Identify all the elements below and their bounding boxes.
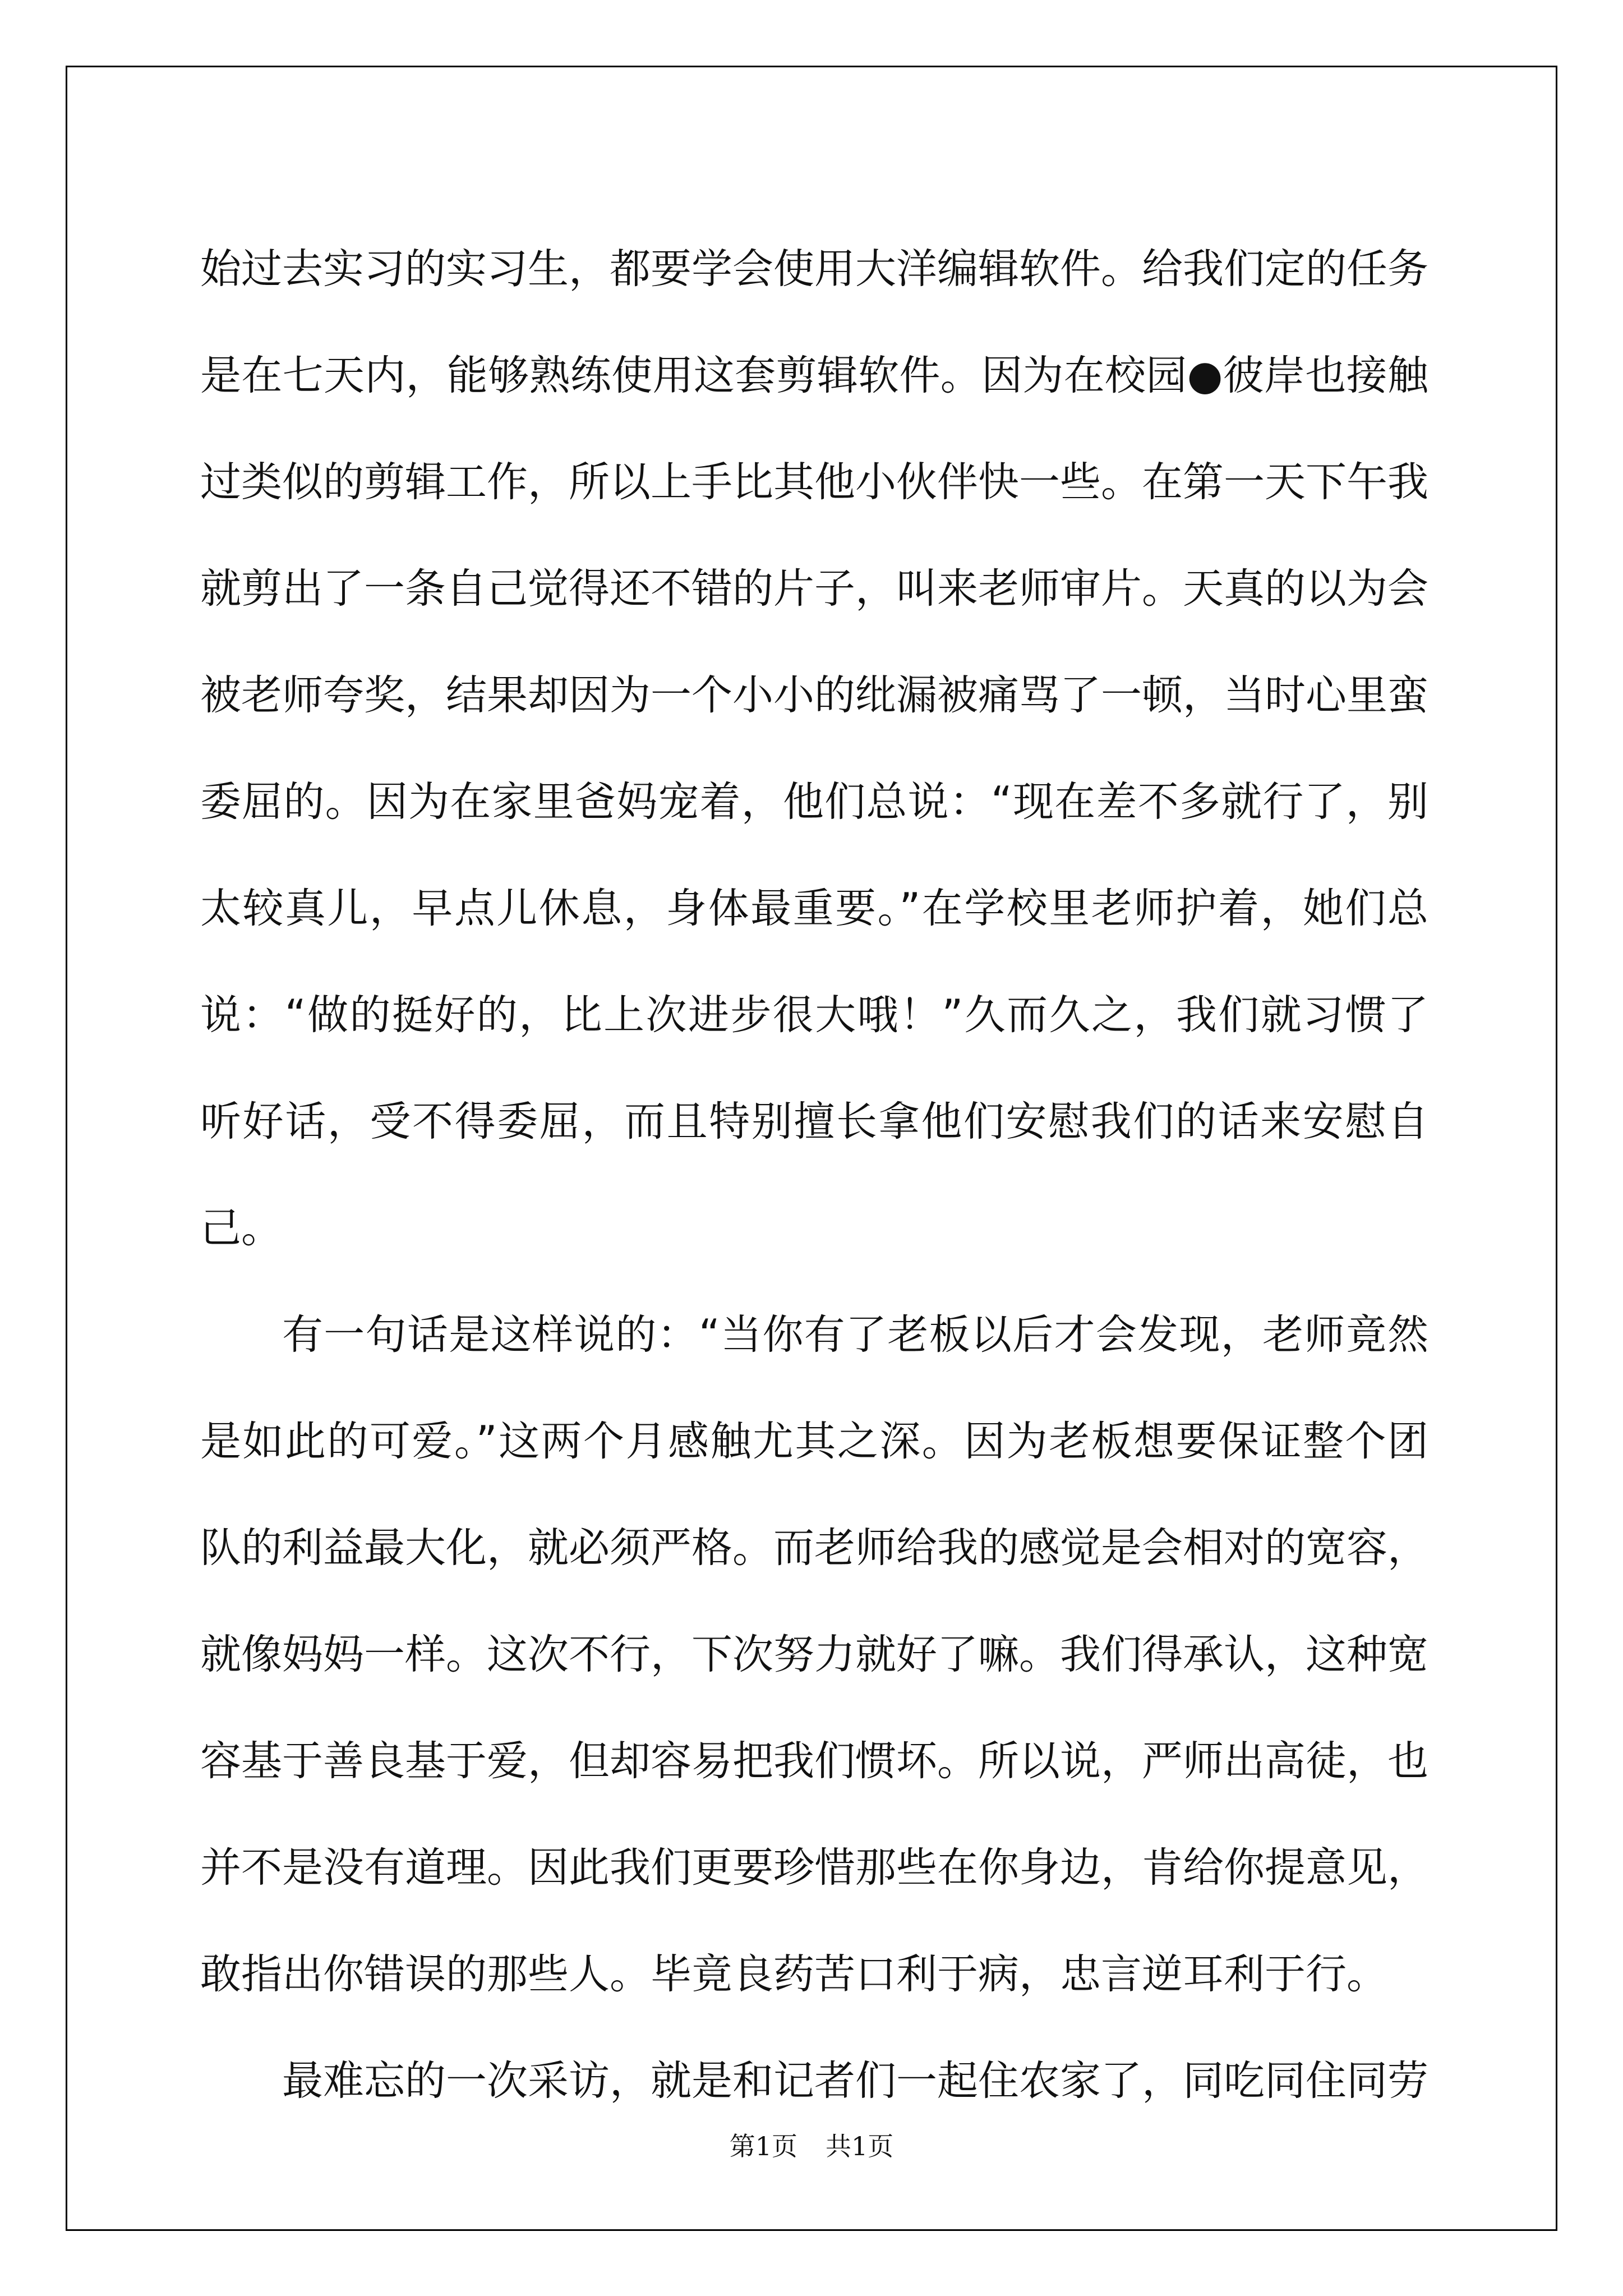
page-footer [0,2126,1623,2163]
page-number: 第1页 [729,2131,797,2161]
paragraph-1: 始过去实习的实习生，都要学会使用大洋编辑软件。给我们定的任务是在七天内，能够熟练使用这套剪辑软件。因为在校园●彼岸也接触过类似的剪辑工作，所以上手比其他小伙伴快一些。在第一天下午我就剪出了一条自己觉得还不错的片子，叫来老师审片。天真的以为会被老师夸奖，结果却因为一个小小的纰漏被痛骂了一顿，当时心里蛮委屈的。因为在家里爸妈宠着，他们总说：“现在差不多就行了，别太较真儿，早点儿休息，身体最重要。”在学校里老师护着，她们总说：“做的挺好的，比上次进步很大哦！”久而久之，我们就习惯了听好话，受不得委屈，而且特别擅长拿他们安慰我们的话来安慰自己。 [200,245,1428,1252]
paragraph-2: 有一句话是这样说的：“当你有了老板以后才会发现，老师竟然是如此的可爱。”这两个月感触尤其之深。因为老板想要保证整个团队的利益最大化，就必须严格。而老师给我的感觉是会相对的宽容，就像妈妈一样。这次不行，下次努力就好了嘛。我们得承认，这种宽容基于善良基于爱，但却容易把我们惯坏。所以说，严师出高徒，也并不是没有道理。因此我们更要珍惜那些在你身边，肯给你提意见，敢指出你错误的那些人。毕竟良药苦口利于病，忠言逆耳利于行。 [200,1311,1428,1998]
document-body [200,216,1428,2134]
paragraph-3: 最难忘的一次采访，就是和记者们一起住农家了，同吃同住同劳 [282,2057,1428,2105]
total-pages: 共1页 [826,2131,894,2161]
